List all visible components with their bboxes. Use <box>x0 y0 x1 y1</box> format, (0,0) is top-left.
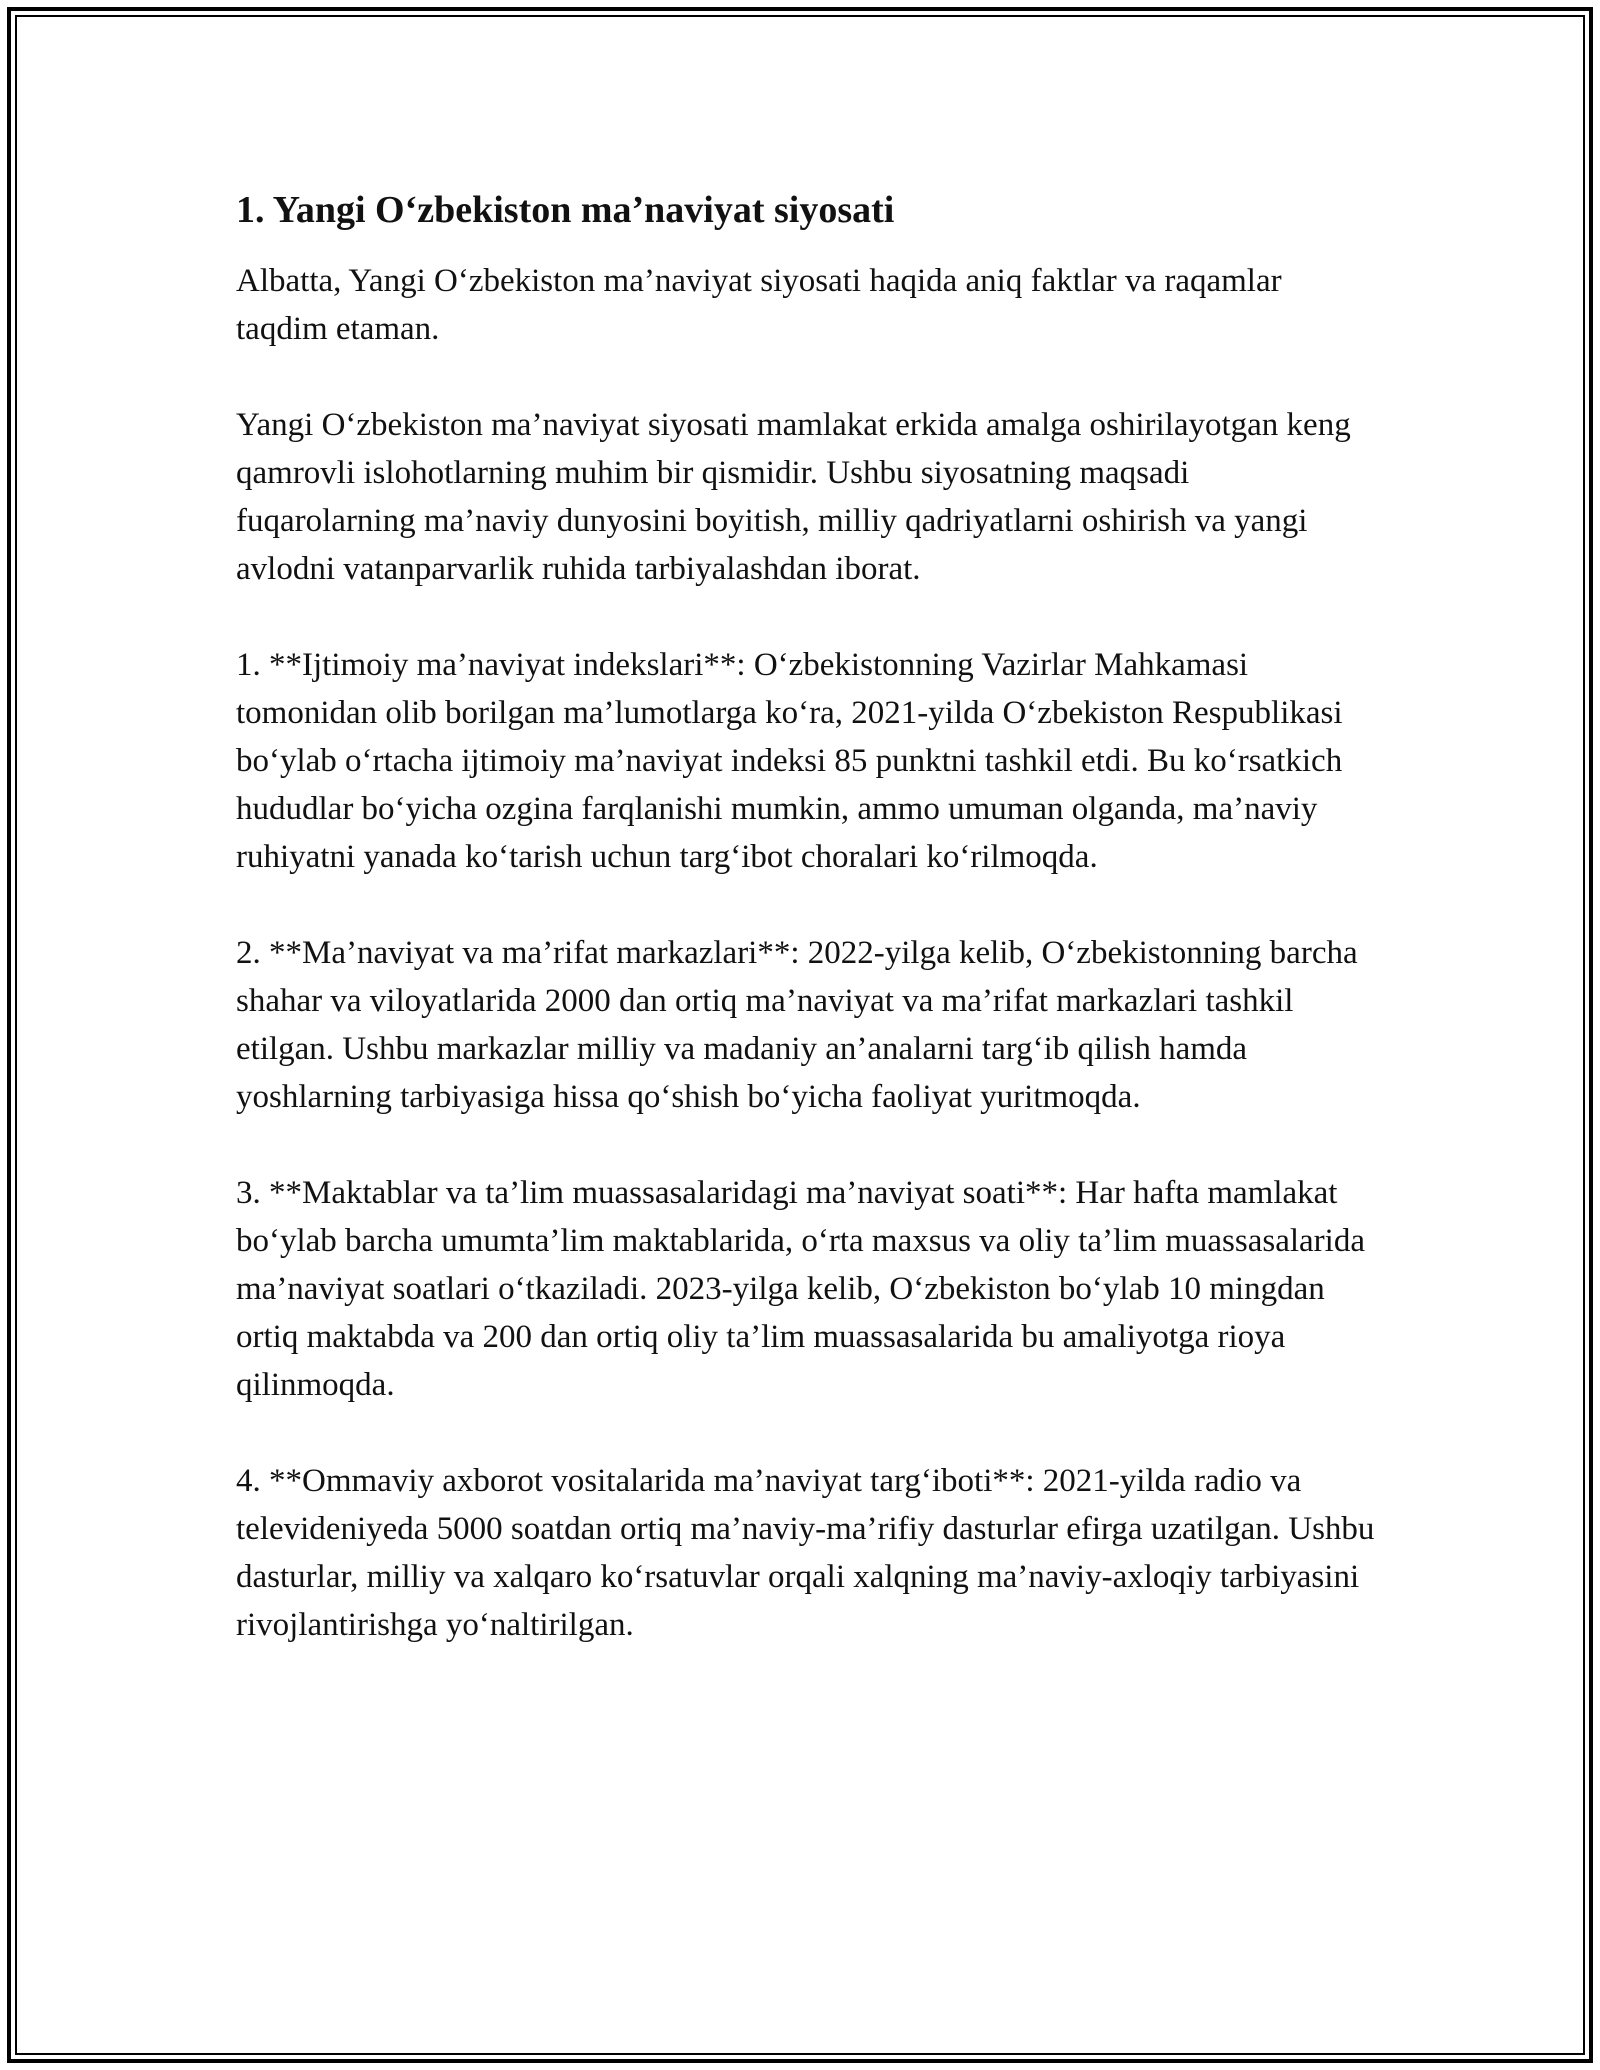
list-item-3-paragraph: 3. **Maktablar va ta’lim muassasalaridagi ma’naviyat soati**: Har hafta mamlakat bo‘ylab barcha umumta’lim maktablarida, o‘rta maxsus va oliy ta’lim muassasalarida ma’naviyat soatlari o‘tkaziladi. 2023-yilga kelib, O‘zbekiston bo‘ylab 10 mingdan ortiq maktabda va 200 dan ortiq oliy ta’lim muassasalarida bu amaliyotga rioya qilinmoqda. <box>236 1175 1365 1404</box>
list-item-1-paragraph: 1. **Ijtimoiy ma’naviyat indekslari**: O‘zbekistonning Vazirlar Mahkamasi tomonidan olib borilgan ma’lumotlarga ko‘ra, 2021-yilda O‘zbekiston Respublikasi bo‘ylab o‘rtacha ijtimoiy ma’naviyat indeksi 85 punktni tashkil etdi. Bu ko‘rsatkich hududlar bo‘yicha ozgina farqlanishi mumkin, ammo umuman olganda, ma’naviy ruhiyatni yanada ko‘tarish uchun targ‘ibot choralari ko‘rilmoqda. <box>236 647 1343 876</box>
list-item-4-paragraph: 4. **Ommaviy axborot vositalarida ma’naviyat targ‘iboti**: 2021-yilda radio va televideniyeda 5000 soatdan ortiq ma’naviy-ma’rifiy dasturlar efirga uzatilgan. Ushbu dasturlar, milliy va xalqaro ko‘rsatuvlar orqali xalqning ma’naviy-axloqiy tarbiyasini rivojlantirishga yo‘naltirilgan. <box>236 1463 1375 1644</box>
overview-paragraph: Yangi O‘zbekiston ma’naviyat siyosati mamlakat erkida amalga oshirilayotgan keng qamrovli islohotlarning muhim bir qismidir. Ushbu siyosatning maqsadi fuqarolarning ma’naviy dunyosini boyitish, milliy qadriyatlarni oshirish va yangi avlodni vatanparvarlik ruhida tarbiyalashdan iborat. <box>236 407 1351 588</box>
document-title: 1. Yangi O‘zbekiston ma’naviyat siyosati <box>236 189 895 231</box>
list-item-2-paragraph: 2. **Ma’naviyat va ma’rifat markazlari**: 2022-yilga kelib, O‘zbekistonning barcha shahar va viloyatlarida 2000 dan ortiq ma’naviyat va ma’rifat markazlari tashkil etilgan. Ushbu markazlar milliy va madaniy an’analarni targ‘ib qilish hamda yoshlarning tarbiyasiga hissa qo‘shish bo‘yicha faoliyat yuritmoqda. <box>236 935 1358 1116</box>
document-body <box>236 186 1376 1697</box>
intro-paragraph: Albatta, Yangi O‘zbekiston ma’naviyat siyosati haqida aniq faktlar va raqamlar taqdim etaman. <box>236 263 1282 348</box>
